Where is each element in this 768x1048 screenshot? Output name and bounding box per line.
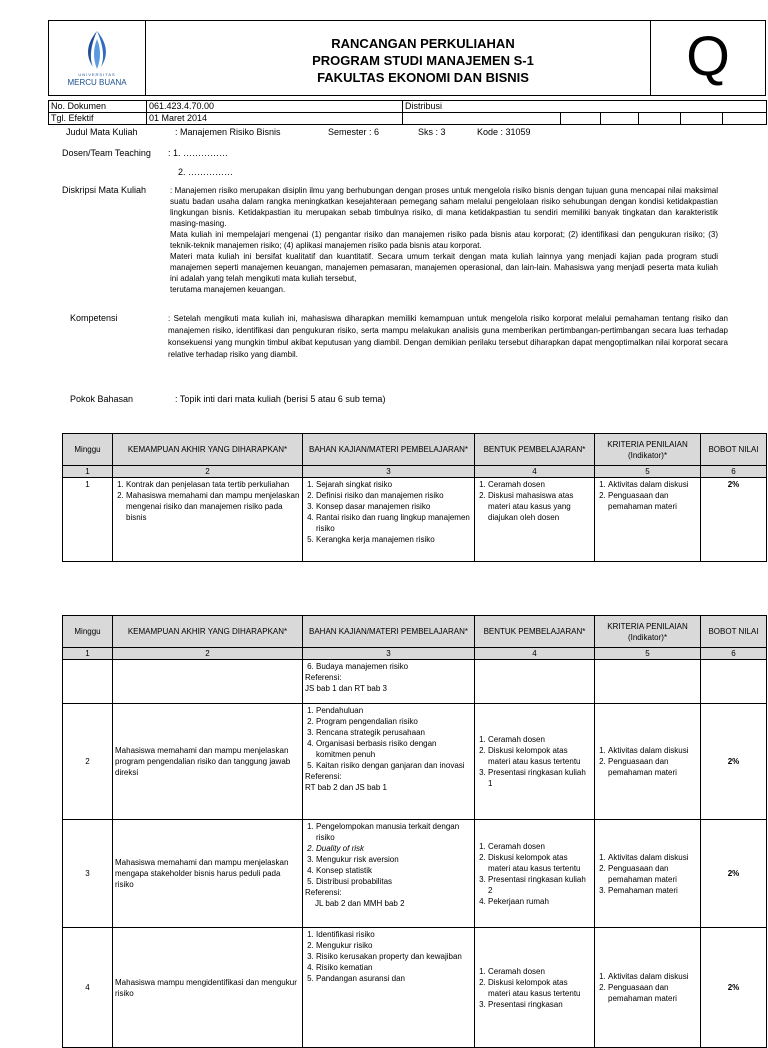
ability-cell: Mahasiswa memahami dan mampu menjelaskan mengapa stakeholder bisnis harus peduli pada risiko [113, 820, 303, 928]
list-item: 5. Distribusi probabilitas [316, 876, 472, 887]
list-item: 4. Rantai risiko dan ruang lingkup manajemen risiko [316, 512, 472, 534]
list-item: 5. Pandangan asuransi dan [316, 973, 472, 984]
list-item: 2. Diskusi kelompok atas materi atau kasus tertentu [488, 977, 592, 999]
weight-cell: 2% [701, 820, 767, 928]
list-item: 1. Sejarah singkat risiko [316, 479, 472, 490]
list-item: 2. Penguasaan dan pemahaman materi [608, 982, 698, 1004]
col-number: 4 [475, 466, 595, 478]
competence-label: Kompetensi [70, 313, 118, 323]
week-number: 4 [63, 928, 113, 1048]
ability-cell [113, 478, 303, 562]
distribution-label: Distribusi [403, 101, 767, 113]
col-number: 3 [303, 648, 475, 660]
col-bentuk: BENTUK PEMBELAJARAN* [475, 434, 595, 466]
week-number: 3 [63, 820, 113, 928]
list-item: 2. Diskusi kelompok atas materi atau kasus tertentu [488, 852, 592, 874]
table-row [63, 928, 767, 1048]
effective-date-value: 01 Maret 2014 [147, 113, 403, 125]
week-number: 2 [63, 704, 113, 820]
university-logo [49, 21, 146, 95]
method-cell [475, 478, 595, 562]
competence-text: : Setelah mengikuti mata kuliah ini, mahasiswa diharapkan memiliki kemampuan untuk mengelola risiko korporat melalui pemahaman tentang risiko dan manajemen risiko, identifikasi dan pengukuran risiko, serta mampu melakukan analisis guna memberikan pertimbangan-pertimbangan secara luas terhadap konsekuensi yang mungkin timbul akibat keputusan yang diambil. Dengan demikian perilaku tersebut diharapkan dapat mengoptimalkan nilai korporat secara relative terhadap risiko yang diambil. [168, 314, 728, 359]
material-cell [303, 660, 475, 704]
list-item: 3. Presentasi ringkasan kuliah 2 [488, 874, 592, 896]
list-item: 5. Kerangka kerja manajemen risiko [316, 534, 472, 545]
col-bobot: BOBOT NILAI [701, 434, 767, 466]
reference-value: JS bab 1 dan RT bab 3 [305, 684, 387, 693]
list-item: 3. Rencana strategik perusahaan [316, 727, 472, 738]
method-cell [475, 704, 595, 820]
list-item: 1. Pendahuluan [316, 705, 472, 716]
lecturer-label: Dosen/Team Teaching [62, 148, 151, 158]
list-item: 2. Definisi risiko dan manajemen risiko [316, 490, 472, 501]
criteria-cell [595, 928, 701, 1048]
course-title-label: Judul Mata Kuliah [66, 127, 138, 137]
title-line-1: RANCANGAN PERKULIAHAN [331, 36, 515, 51]
method-cell [475, 820, 595, 928]
col-number: 2 [113, 466, 303, 478]
reference-label: Referensi: [305, 772, 342, 781]
list-item: 2. Diskusi mahasiswa atas materi atau kasus yang diajukan oleh dosen [488, 490, 592, 523]
criteria-cell [595, 820, 701, 928]
col-kriteria: KRITERIA PENILAIAN (Indikator)* [595, 434, 701, 466]
col-bobot: BOBOT NILAI [701, 616, 767, 648]
list-item: 1. Aktivitas dalam diskusi [608, 852, 698, 863]
list-item: 2. Penguasaan dan pemahaman materi [608, 756, 698, 778]
list-item: 2. Diskusi kelompok atas materi atau kasus tertentu [488, 745, 592, 767]
list-item: 1. Ceramah dosen [488, 841, 592, 852]
col-number: 5 [595, 466, 701, 478]
col-number: 5 [595, 648, 701, 660]
list-item: 1. Aktivitas dalam diskusi [608, 745, 698, 756]
list-item: 2. Program pengendalian risiko [316, 716, 472, 727]
table-row [63, 660, 767, 704]
list-item: 1. Aktivitas dalam diskusi [608, 971, 698, 982]
lecturer-2: 2. …………… [178, 167, 234, 177]
doc-number-label: No. Dokumen [49, 101, 147, 113]
table-row [63, 478, 767, 562]
list-item: 3. Pemahaman materi [608, 885, 698, 896]
semester: Semester : 6 [328, 127, 380, 137]
method-cell [475, 928, 595, 1048]
col-number: 6 [701, 466, 767, 478]
topics-value: : Topik inti dari mata kuliah (berisi 5 atau 6 sub tema) [175, 394, 386, 404]
col-minggu: Minggu [63, 616, 113, 648]
material-cell [303, 704, 475, 820]
course-title-value: : Manajemen Risiko Bisnis [175, 127, 281, 137]
col-number: 1 [63, 648, 113, 660]
list-item: 1. Ceramah dosen [488, 734, 592, 745]
reference-value: JL bab 2 dan MMH bab 2 [315, 899, 405, 908]
description-p4: terutama manajemen keuangan. [170, 285, 286, 294]
material-cell [303, 478, 475, 562]
col-number: 4 [475, 648, 595, 660]
lecturer-1: : 1. …………… [168, 148, 229, 158]
list-item: 4. Risiko kematian [316, 962, 472, 973]
col-kemampuan: KEMAMPUAN AKHIR YANG DIHARAPKAN* [113, 616, 303, 648]
list-item: 4. Organisasi berbasis risiko dengan komitmen penuh [316, 738, 472, 760]
description-p3: Materi mata kuliah ini bersifat kualitatif dan kuantitatif. Secara umum terkait dengan mata kuliah lainnya yang menjadi kajian pada program studi manajemen seperti manajemen keuangan, manajemen pemasaran, manajemen operasional, dan lain-lain. Mahasiswa yang menjadi peserta mata kuliah ini adalah yang telah mengikuti mata kuliah tersebut, [170, 252, 718, 283]
description-p1: : Manajemen risiko merupakan disiplin ilmu yang berhubungan dengan proses untuk mengelola risiko bisnis dengan tujuan guna mencapai nilai maksimal suatu badan usaha dalam rangka meningkatkan kesejahteraan pemegang saham melalui pengelolaan risiko sehubungan dengan kondisi ketidakpastian lingkungan bisnis. Ketidakpastian itu merupakan sebab timbulnya risiko, di mana ketidakpastian tu sendiri memiliki banyak tingkatan dan karakteristik masing-masing. [170, 186, 718, 228]
material-cell [303, 820, 475, 928]
list-item: 2. Penguasaan dan pemahaman materi [608, 863, 698, 885]
col-bahan: BAHAN KAJIAN/MATERI PEMBELAJARAN* [303, 434, 475, 466]
description-label: Diskripsi Mata Kuliah [62, 185, 147, 195]
list-item: 2. Penguasaan dan pemahaman materi [608, 490, 698, 512]
reference-label: Referensi: [305, 888, 342, 897]
course-code: Kode : 31059 [477, 127, 531, 137]
list-item: 2. Mengukur risiko [316, 940, 472, 951]
list-item: 2. Mahasiswa memahami dan mampu menjelaskan mengenai risiko dan manajemen risiko pada bisnis [126, 490, 300, 523]
table-row [63, 820, 767, 928]
schedule-table-1 [62, 433, 767, 562]
list-item: 5. Kaitan risiko dengan ganjaran dan inovasi [316, 760, 472, 771]
col-bahan: BAHAN KAJIAN/MATERI PEMBELAJARAN* [303, 616, 475, 648]
list-item: 4. Pekerjaan rumah [488, 896, 592, 907]
logo-university-label: UNIVERSITAS [78, 72, 116, 77]
list-item: 1. Kontrak dan penjelasan tata tertib perkuliahan [126, 479, 300, 490]
title-line-3: FAKULTAS EKONOMI DAN BISNIS [317, 70, 529, 85]
col-number: 2 [113, 648, 303, 660]
list-item: 3. Mengukur risk aversion [316, 854, 472, 865]
reference-label: Referensi: [305, 673, 342, 682]
doc-number-value: 061.423.4.70.00 [147, 101, 403, 113]
form-code-letter: Q [650, 21, 765, 95]
list-item: 3. Konsep dasar manajemen risiko [316, 501, 472, 512]
document-header [48, 20, 766, 96]
list-item: 3. Presentasi ringkasan kuliah 1 [488, 767, 592, 789]
weight-cell: 2% [701, 928, 767, 1048]
weight-cell: 2% [701, 704, 767, 820]
col-number: 1 [63, 466, 113, 478]
col-minggu: Minggu [63, 434, 113, 466]
col-kemampuan: KEMAMPUAN AKHIR YANG DIHARAPKAN* [113, 434, 303, 466]
list-item: 4. Konsep statistik [316, 865, 472, 876]
title-line-2: PROGRAM STUDI MANAJEMEN S-1 [312, 53, 534, 68]
list-item: 3. Presentasi ringkasan [488, 999, 592, 1010]
col-kriteria: KRITERIA PENILAIAN (Indikator)* [595, 616, 701, 648]
list-item: 1. Identifikasi risiko [316, 929, 472, 940]
criteria-cell [595, 478, 701, 562]
list-item: 1. Ceramah dosen [488, 966, 592, 977]
list-item: 3. Risiko kerusakan property dan kewajiban [316, 951, 472, 962]
effective-date-label: Tgl. Efektif [49, 113, 147, 125]
ability-cell: Mahasiswa memahami dan mampu menjelaskan program pengendalian risiko dan tanggung jawab direksi [113, 704, 303, 820]
list-item: 1. Aktivitas dalam diskusi [608, 479, 698, 490]
table-row [63, 704, 767, 820]
list-item: 2. Duality of risk [316, 843, 472, 854]
list-item: 1. Pengelompokan manusia terkait dengan risiko [316, 821, 472, 843]
description-text [170, 185, 718, 295]
material-cell [303, 928, 475, 1048]
list-item: 6. Budaya manajemen risiko [316, 661, 472, 672]
ability-cell: Mahasiswa mampu mengidentifikasi dan mengukur risiko [113, 928, 303, 1048]
logo-name: MERCU BUANA [67, 78, 127, 87]
col-number: 3 [303, 466, 475, 478]
topics-label: Pokok Bahasan [70, 394, 134, 404]
weight-cell: 2% [701, 478, 767, 562]
header-titles [145, 21, 701, 95]
list-item: 1. Ceramah dosen [488, 479, 592, 490]
document-info-table [48, 100, 767, 125]
week-number: 1 [63, 478, 113, 562]
col-bentuk: BENTUK PEMBELAJARAN* [475, 616, 595, 648]
schedule-table-2 [62, 615, 767, 1048]
credits: Sks : 3 [418, 127, 446, 137]
criteria-cell [595, 704, 701, 820]
reference-value: RT bab 2 dan JS bab 1 [305, 783, 387, 792]
col-number: 6 [701, 648, 767, 660]
description-p2: Mata kuliah ini mempelajari mengenai (1) pengantar risiko dan manajemen risiko pada bisnis atau korporat; (2) identifikasi dan pengukuran risiko; (3) teknik-teknik manajemen risiko; (4) aplikasi manajemen risiko pada bisnis atau korporat. [170, 230, 718, 250]
